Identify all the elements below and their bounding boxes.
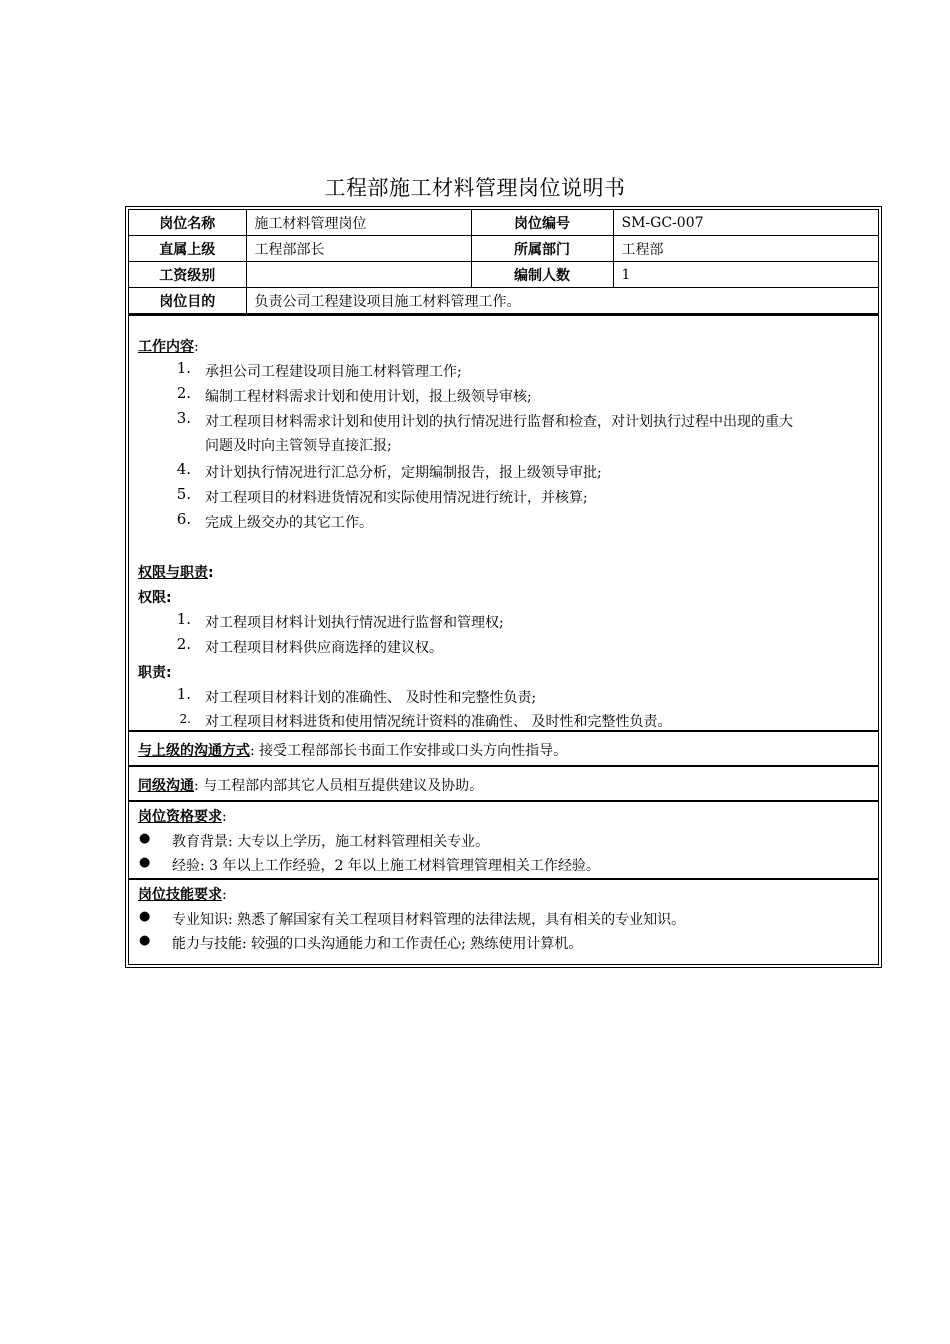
job-description-frame bbox=[125, 206, 882, 968]
peer-communication bbox=[138, 775, 483, 795]
work-heading bbox=[138, 336, 199, 356]
authority-heading-label: 权限与职责 bbox=[138, 565, 208, 581]
info-row bbox=[129, 210, 878, 236]
skill-heading-label: 岗位技能要求 bbox=[138, 887, 222, 903]
upper-communication-label: 与上级的沟通方式 bbox=[138, 743, 250, 759]
work-item-text: 完成上级交办的其它工作。 bbox=[205, 515, 373, 531]
skill-section bbox=[129, 878, 878, 962]
skill-heading-colon: : bbox=[222, 887, 227, 903]
qualification-heading-label: 岗位资格要求 bbox=[138, 809, 222, 825]
duty-item-text: 对工程项目材料计划的准确性、 及时性和完整性负责; bbox=[205, 690, 537, 706]
work-item-text: 编制工程材料需求计划和使用计划，报上级领导审核; bbox=[205, 389, 532, 405]
qualification-item: 经验: 3 年以上工作经验，2 年以上施工材料管理管理相关工作经验。 bbox=[172, 858, 600, 874]
label-purpose: 岗位目的 bbox=[129, 288, 246, 314]
bullet-icon: ● bbox=[139, 831, 151, 846]
label-position-name: 岗位名称 bbox=[129, 210, 246, 236]
upper-communication-section bbox=[129, 730, 878, 765]
authority-heading-colon: : bbox=[208, 565, 214, 581]
power-item-text: 对工程项目材料供应商选择的建议权。 bbox=[205, 640, 443, 656]
label-position-code: 岗位编号 bbox=[471, 210, 613, 236]
upper-communication bbox=[138, 740, 567, 760]
power-item-text: 对工程项目材料计划执行情况进行监督和管理权; bbox=[205, 615, 504, 631]
job-description-table bbox=[128, 209, 879, 965]
work-item-text: 对计划执行情况进行汇总分析，定期编制报告，报上级领导审批; bbox=[205, 465, 602, 481]
work-item-text: 承担公司工程建设项目施工材料管理工作; bbox=[205, 364, 462, 380]
skill-item: 专业知识: 熟悉了解国家有关工程项目材料管理的法律法规，具有相关的专业知识。 bbox=[172, 912, 686, 928]
info-row bbox=[129, 288, 878, 314]
work-item-text: 对工程项目的材料进货情况和实际使用情况进行统计，并核算; bbox=[205, 490, 588, 506]
label-department: 所属部门 bbox=[471, 236, 613, 262]
work-item-text-continued: 问题及时向主管领导直接汇报; bbox=[205, 438, 392, 454]
work-item-number: 1. bbox=[176, 359, 191, 377]
label-headcount: 编制人数 bbox=[471, 262, 613, 288]
authority-heading bbox=[138, 562, 214, 582]
duty-label: 职责: bbox=[138, 665, 172, 681]
power-item-number: 2. bbox=[176, 635, 191, 653]
duty-item-number: 2. bbox=[179, 712, 191, 726]
value-headcount: 1 bbox=[613, 262, 878, 288]
bullet-icon: ● bbox=[139, 909, 151, 924]
basic-info-table bbox=[129, 210, 878, 314]
value-salary-grade bbox=[246, 262, 471, 288]
duty-item-number: 1. bbox=[176, 685, 191, 703]
peer-communication-section bbox=[129, 765, 878, 800]
work-item-number: 3. bbox=[176, 409, 191, 427]
info-row bbox=[129, 262, 878, 288]
info-row bbox=[129, 236, 878, 262]
upper-communication-text: : 接受工程部部长书面工作安排或口头方向性指导。 bbox=[250, 743, 568, 759]
bullet-icon: ● bbox=[139, 855, 151, 870]
value-supervisor: 工程部部长 bbox=[246, 236, 471, 262]
power-label: 权限: bbox=[138, 590, 172, 606]
value-position-name: 施工材料管理岗位 bbox=[246, 210, 471, 236]
work-item-number: 5. bbox=[176, 485, 191, 503]
qualification-heading bbox=[138, 806, 227, 826]
value-purpose: 负责公司工程建设项目施工材料管理工作。 bbox=[246, 288, 878, 314]
label-supervisor: 直属上级 bbox=[129, 236, 246, 262]
work-item-text: 对工程项目材料需求计划和使用计划的执行情况进行监督和检查，对计划执行过程中出现的重大 bbox=[205, 414, 793, 430]
work-item-number: 2. bbox=[176, 384, 191, 402]
skill-item: 能力与技能: 较强的口头沟通能力和工作责任心; 熟练使用计算机。 bbox=[172, 936, 583, 952]
peer-communication-label: 同级沟通 bbox=[138, 778, 194, 794]
work-item-number: 4. bbox=[176, 460, 191, 478]
bullet-icon: ● bbox=[139, 933, 151, 948]
qualification-item: 教育背景: 大专以上学历，施工材料管理相关专业。 bbox=[172, 834, 490, 850]
value-position-code: SM-GC-007 bbox=[613, 210, 878, 236]
qualification-section bbox=[129, 800, 878, 878]
work-section bbox=[129, 314, 878, 730]
skill-heading bbox=[138, 884, 227, 904]
work-heading-colon: : bbox=[194, 339, 199, 355]
qualification-heading-colon: : bbox=[222, 809, 227, 825]
duty-item-text: 对工程项目材料进货和使用情况统计资料的准确性、 及时性和完整性负责。 bbox=[205, 714, 672, 730]
label-salary-grade: 工资级别 bbox=[129, 262, 246, 288]
document-title: 工程部施工材料管理岗位说明书 bbox=[324, 176, 626, 200]
work-heading-label: 工作内容 bbox=[138, 339, 194, 355]
work-item-number: 6. bbox=[176, 510, 191, 528]
value-department: 工程部 bbox=[613, 236, 878, 262]
peer-communication-text: : 与工程部内部其它人员相互提供建议及协助。 bbox=[194, 778, 484, 794]
power-item-number: 1. bbox=[176, 610, 191, 628]
